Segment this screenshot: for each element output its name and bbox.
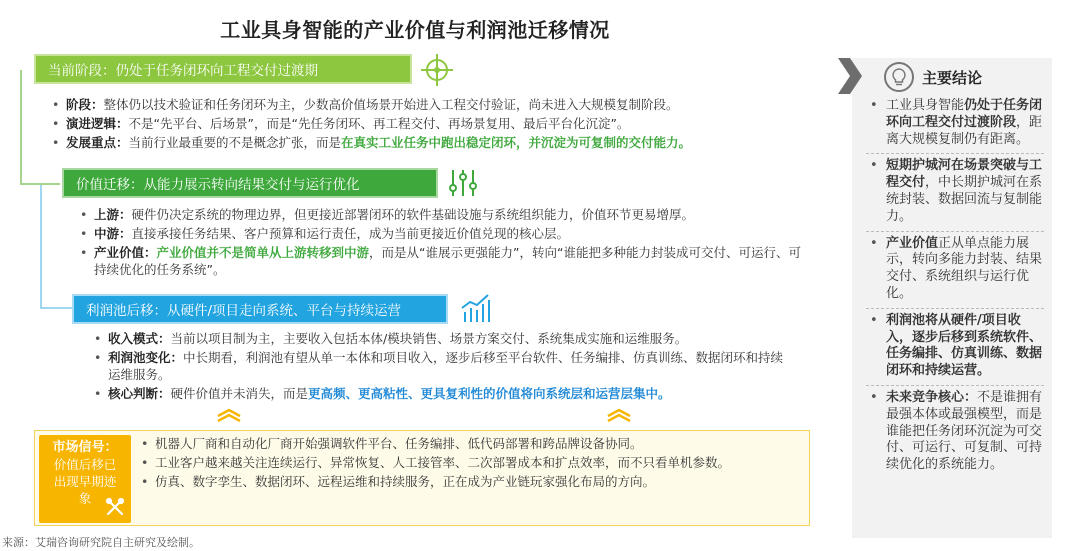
list-item: • 仿真、数字孪生、数据闭环、远程运维和持续服务，正在成为产业链玩家强化布局的方向。 (139, 473, 789, 490)
market-signals-label: 市场信号： 价值后移已出现早期迹象 (39, 435, 131, 523)
bar-chart-icon (458, 290, 494, 326)
sliders-icon (446, 166, 480, 200)
list-item: • 发展重点：当前行业最重要的不是概念扩张，而是在真实工业任务中跑出稳定闭环，并沉淀为可复制的交付能力。 (50, 134, 810, 151)
list-item: • 收入模式：当前以项目制为主，主要收入包括本体/模块销售、场景方案交付、系统集成实施和运维服务。 (92, 330, 792, 347)
list-item: • 短期护城河在场景突破与工程交付，中长期护城河在系统封装、数据回流与复制能力。 (866, 158, 1044, 231)
list-item: • 上游：硬件仍决定系统的物理边界，但更接近部署闭环的软件基础设施与系统组织能力，价值环节更易增厚。 (78, 206, 808, 223)
lightbulb-icon (884, 62, 914, 92)
play-arrow-icon (838, 58, 862, 94)
list-item: • 产业价值：产业价值并不是简单从上游转移到中游，而是从“谁展示更强能力”，转向“谁能把多种能力封装成可交付、可运行、可持续优化的任务系统”。 (78, 244, 808, 278)
profit-header: 利润池后移：从硬件/项目走向系统、平台与持续运营 (72, 294, 448, 324)
page-title: 工业具身智能的产业价值与利润池迁移情况 (220, 18, 610, 42)
tools-icon (105, 497, 125, 517)
stage-header: 当前阶段：仍处于任务闭环向工程交付过渡期 (34, 54, 412, 84)
connector-line (40, 185, 74, 309)
market-list (139, 435, 789, 492)
conclusion-list (866, 98, 1044, 483)
conclusion-header: 主要结论 (884, 62, 982, 92)
chevron-up-icon (606, 408, 632, 422)
list-item: • 演进逻辑：不是“先平台、后场景”，而是“先任务闭环、再工程交付、再场景复用、最后平台化沉淀”。 (50, 115, 810, 132)
list-item: • 未来竞争核心：不是谁拥有最强本体或最强模型，而是谁能把任务闭环沉淀为可交付、可运行、可复制、可持续优化的系统能力。 (866, 390, 1044, 479)
list-item: • 中游：直接承接任务结果、客户预算和运行责任，成为当前更接近价值兑现的核心层。 (78, 225, 808, 242)
value-list (78, 206, 808, 280)
list-item: • 核心判断：硬件价值并未消失，而是更高频、更高粘性、更具复利性的价值将向系统层和运营层集中。 (92, 385, 792, 402)
list-item: • 利润池变化：中长期看，利润池有望从单一本体和项目收入，逐步后移至平台软件、任务编排、仿真训练、数据闭环和持续运维服务。 (92, 349, 792, 383)
list-item: • 工业具身智能仍处于任务闭环向工程交付过渡阶段，距离大规模复制仍有距离。 (866, 98, 1044, 154)
list-item: • 阶段：整体仍以技术验证和任务闭环为主，少数高价值场景开始进入工程交付验证，尚未进入大规模复制阶段。 (50, 96, 810, 113)
source-note: 来源：艾瑞咨询研究院自主研究及绘制。 (2, 536, 200, 549)
list-item: • 工业客户越来越关注连续运行、异常恢复、人工接管率、二次部署成本和扩点效率，而不只看单机参数。 (139, 454, 789, 471)
list-item: • 机器人厂商和自动化厂商开始强调软件平台、任务编排、低代码部署和跨品牌设备协同。 (139, 435, 789, 452)
target-icon (416, 52, 458, 88)
value-header: 价值迁移：从能力展示转向结果交付与运行优化 (62, 168, 438, 198)
chevron-up-icon (216, 408, 242, 422)
stage-list (50, 96, 810, 153)
list-item: • 利润池将从硬件/项目收入，逐步后移到系统软件、任务编排、仿真训练、数据闭环和持续运营。 (866, 313, 1044, 386)
list-item: • 产业价值正从单点能力展示，转向多能力封装、结果交付、系统组织与运行优化。 (866, 236, 1044, 309)
profit-list (92, 330, 792, 404)
market-signals-box (34, 430, 810, 526)
